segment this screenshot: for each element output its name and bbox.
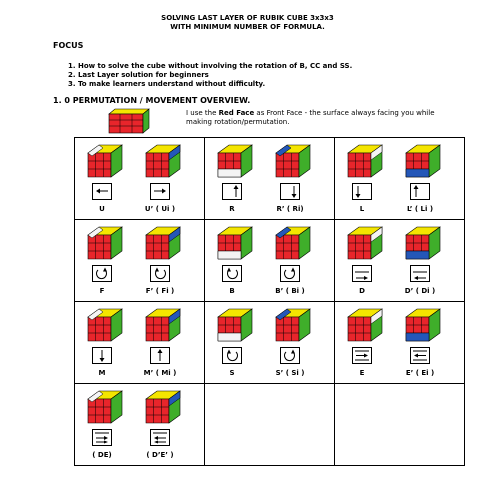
arrow-right-bottom-icon [352, 265, 372, 282]
move-cell [335, 384, 465, 466]
cube-move-icon [143, 142, 183, 180]
focus-item: 3. To make learners understand without difficulty. [68, 80, 266, 88]
move-label: ( D’E’ ) [146, 451, 174, 459]
move-label: E’ ( Ei ) [405, 369, 435, 377]
move-cell [205, 220, 335, 302]
cube-move-icon [143, 306, 183, 344]
move-label: D [359, 287, 365, 295]
move-cell [205, 384, 335, 466]
cube-move-icon [215, 224, 255, 262]
move-cell [335, 302, 465, 384]
cube-move-icon [273, 142, 313, 180]
cube-move-icon [345, 306, 385, 344]
move-label: F’ ( Fi ) [145, 287, 175, 295]
move-label: U [99, 205, 105, 213]
rotate-cw-icon [92, 265, 112, 282]
cube-move-icon [345, 142, 385, 180]
arrow-down-middle-icon [92, 347, 112, 364]
move-label: S’ ( Si ) [275, 369, 305, 377]
arrow-left-lower-icon [150, 429, 170, 446]
rotate-cw-icon [280, 347, 300, 364]
cube-move-icon [143, 388, 183, 426]
page-title-line1: SOLVING LAST LAYER OF RUBIK CUBE 3x3x3 [161, 14, 334, 22]
move-cell [205, 302, 335, 384]
cube-move-icon [273, 306, 313, 344]
focus-heading: FOCUS [53, 41, 84, 50]
rotate-ccw-icon [222, 347, 242, 364]
arrow-down-left-icon [352, 183, 372, 200]
rotate-cw-icon [280, 265, 300, 282]
cube-move-icon [85, 142, 125, 180]
cube-move-icon [403, 306, 443, 344]
arrow-left-bottom-icon [410, 265, 430, 282]
move-label: R’ ( Ri) [276, 205, 304, 213]
move-label: ( DE) [92, 451, 112, 459]
move-label: E [359, 369, 365, 377]
arrow-right-lower-icon [92, 429, 112, 446]
move-label: F [99, 287, 105, 295]
front-face-cube-icon [105, 108, 151, 134]
move-label: L’ ( Li ) [406, 205, 434, 213]
arrow-right-icon [150, 183, 170, 200]
front-face-note: I use the Red Face as Front Face - the surface always facing you while making rotation/permutation. [186, 109, 435, 126]
move-cell [335, 220, 465, 302]
arrow-up-left-icon [410, 183, 430, 200]
move-cell [75, 302, 205, 384]
page-title-line2: WITH MINIMUM NUMBER OF FORMULA. [170, 23, 325, 31]
arrow-up-middle-icon [150, 347, 170, 364]
cube-move-icon [85, 388, 125, 426]
rotate-ccw-icon [222, 265, 242, 282]
arrow-up-right-icon [222, 183, 242, 200]
move-label: L [359, 205, 365, 213]
arrow-left-middle-icon [410, 347, 430, 364]
focus-list [68, 62, 352, 89]
move-cell [75, 384, 205, 466]
cube-move-icon [143, 224, 183, 262]
cube-move-icon [345, 224, 385, 262]
move-cell [75, 138, 205, 220]
cube-move-icon [85, 306, 125, 344]
move-cell [75, 220, 205, 302]
rotate-ccw-icon [150, 265, 170, 282]
arrow-down-right-icon [280, 183, 300, 200]
move-label: U’ ( Ui ) [144, 205, 176, 213]
cube-move-icon [403, 142, 443, 180]
cube-move-icon [215, 306, 255, 344]
focus-item: 1. How to solve the cube without involving the rotation of B, CC and SS. [68, 62, 353, 70]
move-label: S [229, 369, 235, 377]
focus-item: 2. Last Layer solution for beginners [68, 71, 209, 79]
section-heading: 1. 0 PERMUTATION / MOVEMENT OVERVIEW. [53, 96, 251, 105]
move-cell [335, 138, 465, 220]
cube-move-icon [403, 224, 443, 262]
cube-move-icon [273, 224, 313, 262]
move-label: M [98, 369, 106, 377]
move-label: D’ ( Di ) [404, 287, 436, 295]
arrow-left-icon [92, 183, 112, 200]
arrow-right-middle-icon [352, 347, 372, 364]
move-label: M’ ( Mi ) [143, 369, 177, 377]
move-label: R [229, 205, 235, 213]
move-cell [205, 138, 335, 220]
move-label: B [229, 287, 235, 295]
move-label: B’ ( Bi ) [275, 287, 305, 295]
move-grid [74, 137, 465, 466]
cube-move-icon [85, 224, 125, 262]
cube-move-icon [215, 142, 255, 180]
